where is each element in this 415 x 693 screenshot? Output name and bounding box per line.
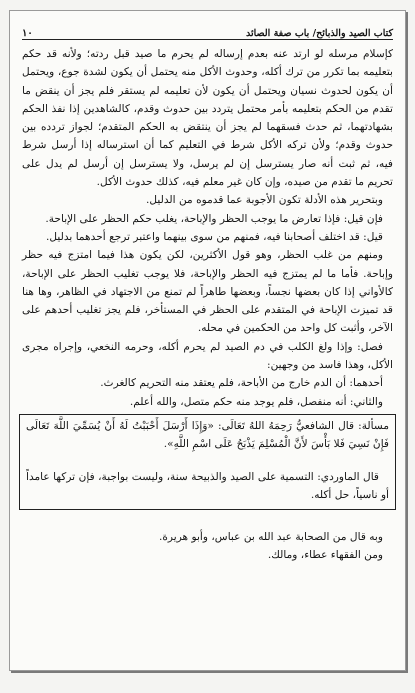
paragraph: وبه قال من الصحابة عبد الله بن عباس، وأبو هريرة.	[159, 531, 383, 544]
question-paragraph: فإن قيل: فإذا تعارض ما يوجب الحظر والإباحة، يغلب حكم الحظر على الإباحة.	[45, 212, 383, 225]
book-page	[9, 10, 406, 671]
running-header	[22, 23, 393, 40]
masala-box	[19, 414, 396, 510]
page-title: كتاب الصيد والذبائح/ باب صفة الصائد	[245, 28, 393, 39]
mawardi-text: قال الماوردي: التسمية على الصيد والذبيحة سنة، وليست بواجبة، فإن تركها عامداً أو ناسياً، حل أكله.	[26, 470, 389, 501]
page-body	[22, 45, 393, 565]
first-reason: أحدهما: أن الدم خارج من الأباحة، فلم يعتقد منه التحريم كالغرث.	[100, 377, 383, 390]
second-reason: والثاني: أنه منفصل، فلم يوجد منه حكم متصل، والله أعلم.	[129, 395, 383, 408]
paragraph: ومنهم من غلب الحظر، وهو قول الأكثرين، لكن يكون هذا فيما امتزج فيه حظر وإباحة. فأما ما لم يمتزج فيه الحظر والإباحة، فلا يوجب تغليب الحظر على الإباحة، كالأواني إذا كان بعضها نجساً، وبعضها طاهراً لم تمنع من الاجتهاد في الظاهر، وها هنا قد تميزت الإباحة في المتقدم على الحظر في المستأخر، فلم يجز تغليب أحدهم على الآخر، وأثبت كل واحد من الحكمين في محله.	[22, 249, 393, 335]
masala-text: مسألة: قال الشافعيُّ رَحِمَهُ اللهُ تَعَالَى: «وَإِذَا أَرْسَلَ أَحْبَبْتُ لَهُ أَنْ يُسَمِّيَ اللَّهَ تَعَالَى فَإِنْ نَسِيَ فَلا بَأْسَ لأَنَّ الْمُسْلِمَ يَذْبَحُ عَلَى اسْمِ اللَّهِ».	[26, 419, 389, 451]
fasl-paragraph: فصل: وإذا ولغ الكلب في دم الصيد لم يحرم أكله، وحرمه النخعي، وإجراه مجرى الأكل، وهذا فاسد من وجهين:	[22, 340, 393, 372]
page-number: ١٠	[22, 28, 33, 39]
paragraph: كإسلام مرسله لو ارتد عنه بعدم إرساله لم يحرم ما صيد قبل ردته؛ ولأنه قد حكم بتعليمه بما تكرر من ترك أكله، وحدوث الأكل منه يحتمل أن يكون لشدة جوع، ويحتمل أن يكون لحدوث نسيان ويحتمل أن يكون لأن تعليمه لم يستقر فلم يجز أن ينقض ما تقدم من الحكم بتعليمه بأمر محتمل يتردد بين حدوث وقدم، كالشاهدين إذا نفذ الحكم بشهادتهما، ثم حدث فسقهما لم يجز أن ينتقض به الحكم المتقدم؛ لجواز تردده بين حدوث وقدم؛ ولأن تركه الأكل شرط في التعليم كما أن استرساله إذا أرسل شرط فيه، ثم ثبت أنه صار يسترسل إن لم يرسل، ولا يسترسل إن أرسل لم يدل على تحريم ما تقدم من صيده، وإن كان غير معلم فيه، كذلك حدوث الأكل.	[22, 48, 393, 189]
paragraph: ومن الفقهاء عطاء، ومالك.	[267, 549, 383, 562]
answer-paragraph: قيل: قد اختلف أصحابنا فيه، فمنهم من سوى بينهما واعتبر ترجع أحدهما بدليل.	[46, 230, 383, 243]
paragraph: وبتحرير هذه الأدلة تكون الأجوبة عما قدموه من الدليل.	[146, 194, 383, 207]
closing-lines	[22, 528, 393, 565]
